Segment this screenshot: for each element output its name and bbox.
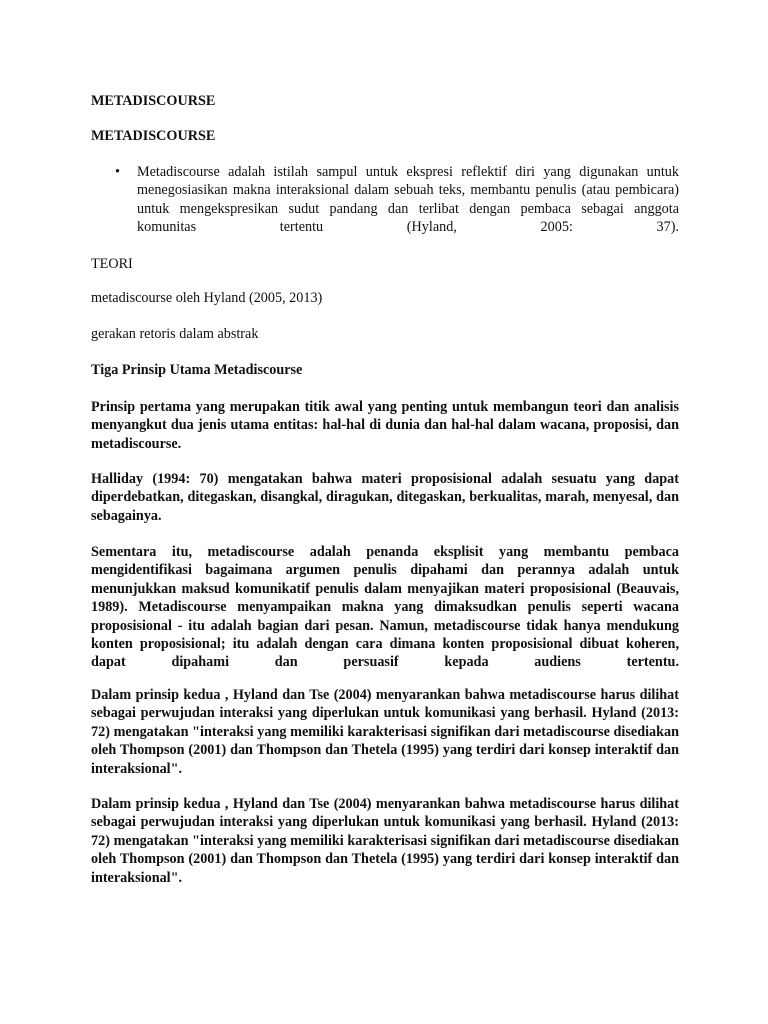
teori-label: TEORI — [91, 256, 133, 272]
bullet-list — [91, 163, 679, 255]
paragraph-sementara: Sementara itu, metadiscourse adalah penanda eksplisit yang membantu pembaca mengidentifikasi bagaimana argumen penulis dipahami dan perannya adalah untuk menunjukkan maksud komunikatif penulis dalam menyajikan materi proposisional (Beauvais, 1989). Metadiscourse menyampaikan makna yang dimaksudkan penulis seperti wacana proposisional - itu adalah bagian dari pesan. Namun, metadiscourse tidak hanya mendukung konten proposisional; itu adalah dengan cara dimana konten proposisional dibuat koheren, dapat dipahami dan persuasif kepada audiens tertentu. — [91, 544, 679, 671]
document-title: METADISCOURSE — [91, 93, 216, 109]
paragraph-prinsip-kedua-repeat: Dalam prinsip kedua , Hyland dan Tse (2004) menyarankan bahwa metadiscourse harus dilihat sebagai perwujudan interaksi yang diperlukan untuk komunikasi yang berhasil. Hyland (2013: 72) mengatakan "interaksi yang memiliki karakterisasi signifikan dari metadiscourse disediakan oleh Thompson (2001) dan Thompson dan Thetela (1995) yang terdiri dari konsep interaktif dan interaksional". — [91, 796, 679, 886]
paragraph-halliday: Halliday (1994: 70) mengatakan bahwa materi proposisional adalah sesuatu yang dapat diperdebatkan, ditegaskan, disangkal, diragukan, ditegaskan, berkualitas, marah, menyesal, dan sebagainya. — [91, 471, 679, 524]
paragraph-prinsip-pertama: Prinsip pertama yang merupakan titik awal yang penting untuk membangun teori dan analisis menyangkut dua jenis utama entitas: hal-hal di dunia dan hal-hal dalam wacana, proposisi, dan metadiscourse. — [91, 399, 679, 452]
list-item — [91, 163, 679, 255]
paragraph-prinsip-kedua: Dalam prinsip kedua , Hyland dan Tse (2004) menyarankan bahwa metadiscourse harus dilihat sebagai perwujudan interaksi yang diperlukan untuk komunikasi yang berhasil. Hyland (2013: 72) mengatakan "interaksi yang memiliki karakterisasi signifikan dari metadiscourse disediakan oleh Thompson (2001) dan Thompson dan Thetela (1995) yang terdiri dari konsep interaktif dan interaksional". — [91, 687, 679, 777]
bullet-icon: • — [115, 164, 120, 180]
gerakan-line: gerakan retoris dalam abstrak — [91, 326, 259, 342]
section-title: METADISCOURSE — [91, 128, 216, 144]
metadiscourse-hyland-line: metadiscourse oleh Hyland (2005, 2013) — [91, 290, 323, 306]
tiga-prinsip-heading: Tiga Prinsip Utama Metadiscourse — [91, 362, 303, 378]
bullet-text: Metadiscourse adalah istilah sampul untuk ekspresi reflektif diri yang digunakan untuk menegosiasikan makna interaksional dalam sebuah teks, membantu penulis (atau pembicara) untuk mengekspresikan sudut pandang dan terlibat dengan pembaca sebagai anggota komunitas tertentu (Hyland, 2005: 37). — [137, 164, 679, 236]
